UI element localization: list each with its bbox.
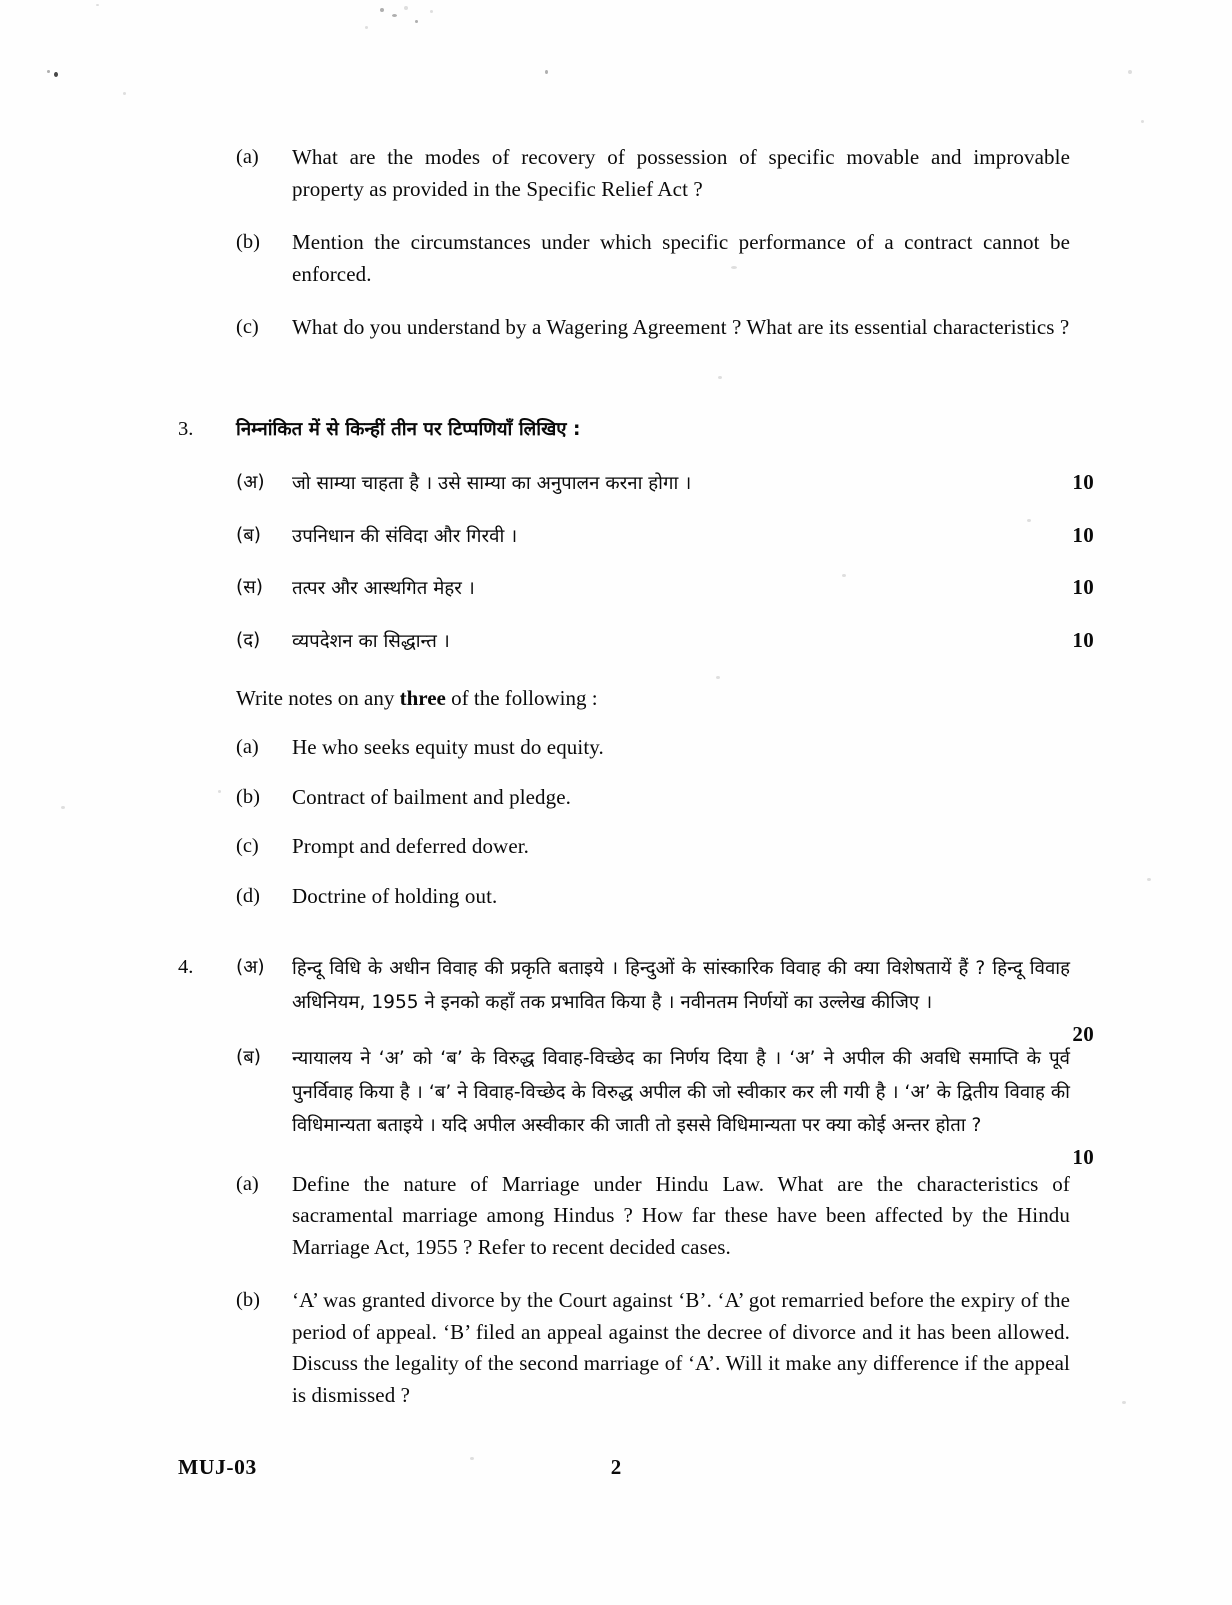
item-label: (a) [236,736,259,758]
question-3-heading-hindi: निम्नांकित में से किन्हीं तीन पर टिप्पणियाँ लिखिए : [236,419,581,440]
question-3-heading-row [0,414,1232,445]
question-2-parts [0,142,1232,344]
heading-pre: Write notes on any [236,686,400,710]
item-text: हिन्दू विधि के अधीन विवाह की प्रकृति बताइये । हिन्दुओं के सांस्कारिक विवाह की क्या विशेषतायें हैं ? हिन्दू विवाह अधिनियम, 1955 ने इनको कहाँ तक प्रभावित किया है । नवीनतम निर्णयों का उल्लेख कीजिए । [292,958,1070,1013]
question-item [0,952,1232,1046]
item-text: तत्पर और आस्थगित मेहर । [292,578,475,599]
item-text: Define the nature of Marriage under Hindu Law. What are the characteristics of sacramental marriage among Hindus ? How far these have been affected by the Hindu Marriage Act, 1955 ? Refer to recent decided cases. [292,1171,1070,1259]
scan-speck [415,20,418,23]
item-label: (a) [236,146,259,168]
question-number: 3. [178,418,194,440]
scan-speck [545,70,548,74]
heading-post: of the following : [445,686,598,710]
question-item [0,467,1232,501]
heading-bold-word: तीन [391,419,417,440]
scan-speck [47,70,50,73]
item-label: (c) [236,835,259,857]
scan-speck [392,14,397,17]
item-label: (b) [236,785,260,808]
page-footer [0,1455,1232,1495]
item-text: Doctrine of holding out. [292,883,498,908]
scan-speck [718,376,722,379]
item-label: (a) [236,1172,259,1195]
item-label: (स) [236,577,263,598]
scan-speck [365,26,368,29]
scan-speck [380,8,384,12]
item-text: What are the modes of recovery of possession of specific movable and improvable property as provided in the Specific Relief Act ? [292,145,1070,201]
page-number: 2 [610,1455,622,1479]
scan-speck [54,72,58,77]
question-item [0,312,1232,344]
paper-code: MUJ-03 [178,1455,257,1479]
item-text: उपनिधान की संविदा और गिरवी । [292,525,518,547]
question-item [0,881,1232,913]
question-4 [0,952,1232,1411]
question-item [0,572,1232,606]
question-item [0,625,1232,659]
question-3-heading-english-row [0,683,1232,714]
question-3-heading-english [236,683,598,714]
item-label: (ब) [236,524,261,546]
question-number: 4. [178,956,194,978]
scan-speck [1128,70,1132,74]
scan-speck [404,6,408,10]
item-label: (b) [236,231,260,253]
question-3 [0,414,1232,912]
item-text: ‘A’ was granted divorce by the Court against ‘B’. ‘A’ got remarried before the expiry of the period of appeal. ‘B’ filed an appeal against the decree of divorce and it has been allowed. Discuss the legality of the second marriage of ‘A’. Will it make any difference if the appeal is dismissed ? [292,1288,1070,1407]
item-label: (ब) [236,1047,261,1068]
question-item [0,142,1232,205]
item-text: Contract of bailment and pledge. [292,784,572,809]
scan-speck [1141,120,1144,123]
question-item [0,520,1232,554]
item-marks: 20 [1072,1022,1094,1046]
item-label: (c) [236,316,259,338]
question-item [0,732,1232,764]
item-label: (d) [236,884,260,907]
item-label: (द) [236,629,261,651]
item-text: जो साम्या चाहता है । उसे साम्या का अनुपालन करना होगा । [292,473,692,494]
item-text: What do you understand by a Wagering Agreement ? What are its essential characteristics ? [292,315,1070,339]
item-text: Mention the circumstances under which specific performance of a contract cannot be enforced. [292,230,1070,286]
item-text: व्यपदेशन का सिद्धान्त । [292,630,450,652]
scan-speck [96,4,99,6]
item-marks: 10 [1072,627,1094,652]
question-item [0,831,1232,863]
item-label: (अ) [236,957,265,978]
question-item [0,1285,1232,1411]
item-label: (b) [236,1289,260,1311]
question-item [0,1169,1232,1264]
question-item [0,1042,1232,1169]
item-text: न्यायालय ने ‘अ’ को ‘ब’ के विरुद्ध विवाह-विच्छेद का निर्णय दिया है । ‘अ’ ने अपील की अवधि समाप्ति के पूर्व पुनर्विवाह किया है । ‘ब’ ने विवाह-विच्छेद के विरुद्ध अपील की जो स्वीकार कर ली गयी है । ‘अ’ के द्वितीय विवाह की विधिमान्यता बताइये । यदि अपील अस्वीकार की जाती तो इससे विधिमान्यता पर क्या कोई अन्तर होता ? [292,1048,1070,1136]
item-marks: 10 [1072,575,1094,599]
item-text: He who seeks equity must do equity. [292,735,604,759]
question-item [0,782,1232,814]
scan-speck [123,92,126,95]
item-marks: 10 [1072,1145,1094,1169]
item-marks: 10 [1072,470,1094,494]
scan-speck [430,10,433,13]
item-text: Prompt and deferred dower. [292,834,530,858]
heading-bold: three [399,686,446,710]
item-marks: 10 [1072,522,1094,547]
item-label: (अ) [236,472,265,493]
question-item [0,227,1232,290]
